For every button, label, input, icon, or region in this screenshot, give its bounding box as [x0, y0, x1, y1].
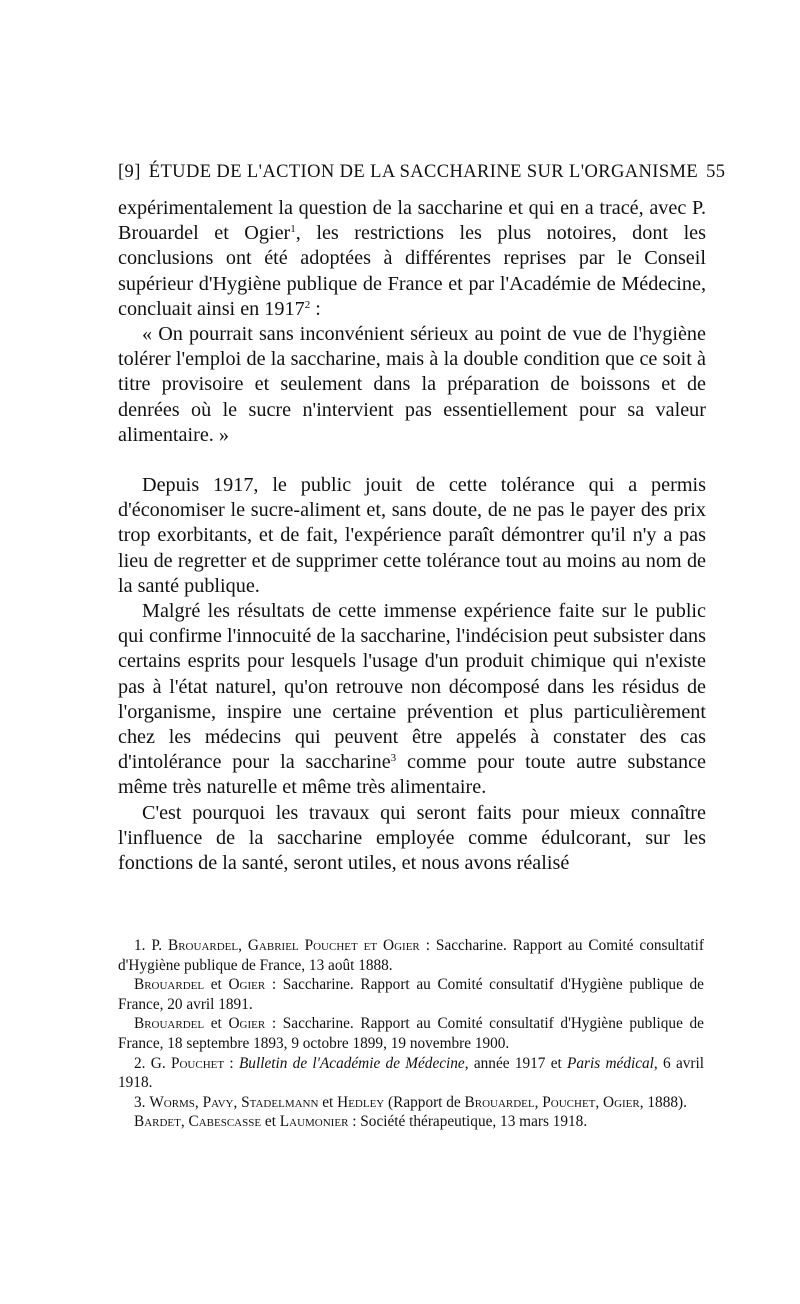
page-number: 55: [706, 162, 726, 182]
footnotes: [118, 936, 704, 1132]
footnote: Brouardel et Ogier : Saccharine. Rapport au Comité consultatif d'Hygiène publique de France, 20 avril 1891.: [118, 976, 704, 1013]
footnote: 2. G. Pouchet : Bulletin de l'Académie de Médecine, année 1917 et Paris médical, 6 avril 1918.: [118, 1054, 705, 1092]
footnote: 1. P. Brouardel, Gabriel Pouchet et Ogier : Saccharine. Rapport au Comité consultatif d'Hygiène publique de France, 13 août 1888.: [118, 937, 704, 974]
footnote-ref: 3: [390, 752, 397, 765]
quotation: « On pourrait sans inconvénient sérieux au point de vue de l'hygiène tolérer l'emploi de la saccharine, mais à la double condition que ce soit à titre provisoire et seulement dans la préparation de boissons et de denrées où le sucre n'intervient pas essentiellement pour sa valeur alimentaire. »: [118, 323, 706, 446]
footnote: Bardet, Cabescasse et Laumonier : Société thérapeutique, 13 mars 1918.: [134, 1113, 588, 1131]
chapter-title: ÉTUDE DE L'ACTION DE LA SACCHARINE SUR L'ORGANISME: [148, 162, 699, 182]
main-text: [118, 196, 706, 876]
page-reference: [9]: [118, 162, 141, 182]
paragraph: Depuis 1917, le public jouit de cette tolérance qui a permis d'économiser le sucre-aliment et, sans doute, de ne pas le payer des prix trop exorbitants, et de fait, l'expérience paraît démontrer qu'il n'y a pas lieu de regretter et de supprimer cette tolérance tout au moins au nom de la santé publique.: [118, 474, 706, 597]
paragraph: expérimentalement la question de la saccharine et qui en a tracé, avec P. Brouardel et Ogier$^1$, les restrictions les plus notoires, dont les conclusions ont été adoptées à différentes reprises par le Conseil supérieur d'Hygiène publique de France et par l'Académie de Médecine, concluait ainsi en 1917$^2$ :: [118, 197, 706, 320]
footnote: 3. Worms, Pavy, Stadelmann et Hedley (Rapport de Brouardel, Pouchet, Ogier, 1888).: [134, 1093, 687, 1111]
paragraph: C'est pourquoi les travaux qui seront faits pour mieux connaître l'influence de la saccharine employée comme édulcorant, sur les fonctions de la santé, seront utiles, et nous avons réalisé: [118, 801, 706, 875]
footnote-ref: 1: [290, 223, 296, 236]
paragraph: Malgré les résultats de cette immense expérience faite sur le public qui confirme l'innocuité de la saccharine, l'indécision peut subsister dans certains esprits pour lesquels l'usage d'un produit chimique qui n'existe pas à l'état naturel, qu'on retrouve non décomposé dans les résidus de l'organisme, inspire une certaine prévention et plus particulièrement chez les médecins qui peuvent être appelés à constater des cas d'intolérance pour la saccharine$^3$ comme pour toute autre substance même très naturelle et même très alimentaire.: [118, 600, 706, 799]
running-head: [118, 160, 726, 184]
footnote-ref: 2: [304, 298, 311, 311]
footnote: Brouardel et Ogier : Saccharine. Rapport au Comité consultatif d'Hygiène publique de France, 18 septembre 1893, 9 octobre 1899, 19 novembre 1900.: [118, 1015, 704, 1052]
